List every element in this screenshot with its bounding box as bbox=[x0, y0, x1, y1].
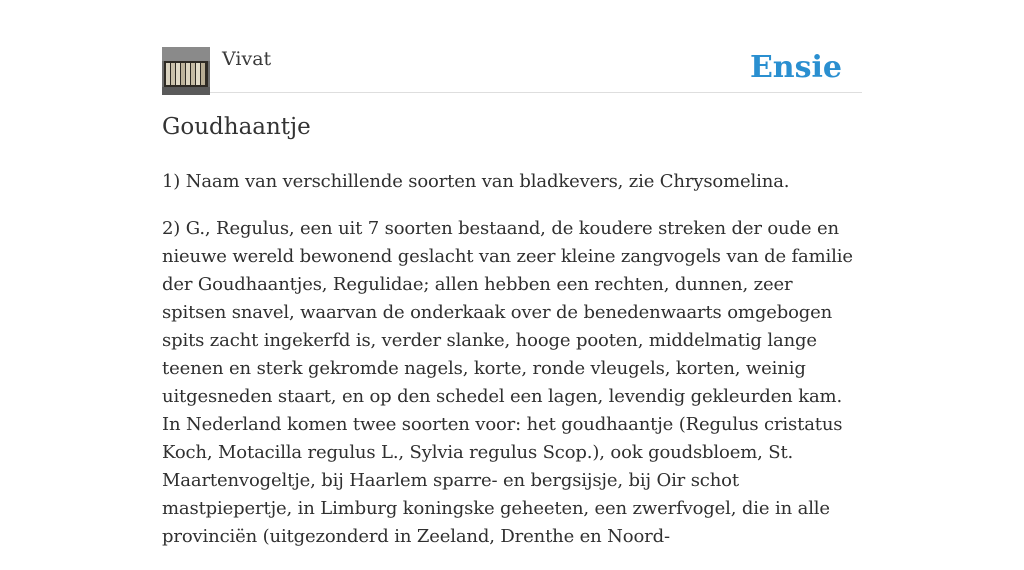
site-header bbox=[162, 46, 862, 93]
paragraph: 1) Naam van verschillende soorten van bladkevers, zie Chrysomelina. bbox=[162, 171, 790, 192]
author-name[interactable]: Vivat bbox=[222, 48, 272, 70]
page-title: Goudhaantje bbox=[162, 114, 311, 140]
paragraph: 2) G., Regulus, een uit 7 soorten bestaand, de koudere streken der oude en nieuwe wereld bewonend geslacht van zeer kleine zangvogels van de familie der Goudhaantjes, Regulidae; allen hebben een rechten, dunnen, zeer spitsen snavel, waarvan de onderkaak over de benedenwaarts omgebogen spits zacht ingekerfd is, verder slanke, hooge pooten, middelmatig lange teenen en sterk gekromde nagels, korte, ronde vleugels, korten, weinig uitgesneden staart, en op den schedel een lagen, levendig gekleurden kam. In Nederland komen twee soorten voor: het goudhaantje (Regulus cristatus Koch, Motacilla regulus L., Sylvia regulus Scop.), ook goudsbloem, St. Maartenvogeltje, bij Haarlem sparre- en bergsijsje, bij Oir schot mastpiepertje, in Limburg koningske geheeten, een zwerfvogel, die in alle provinciën (uitgezonderd in Zeeland, Drenthe en Noord- bbox=[162, 218, 853, 547]
author-avatar[interactable] bbox=[162, 47, 210, 95]
ensie-logo[interactable]: Ensie bbox=[749, 50, 842, 85]
article-body bbox=[162, 168, 862, 570]
books-avatar-image bbox=[162, 47, 210, 95]
